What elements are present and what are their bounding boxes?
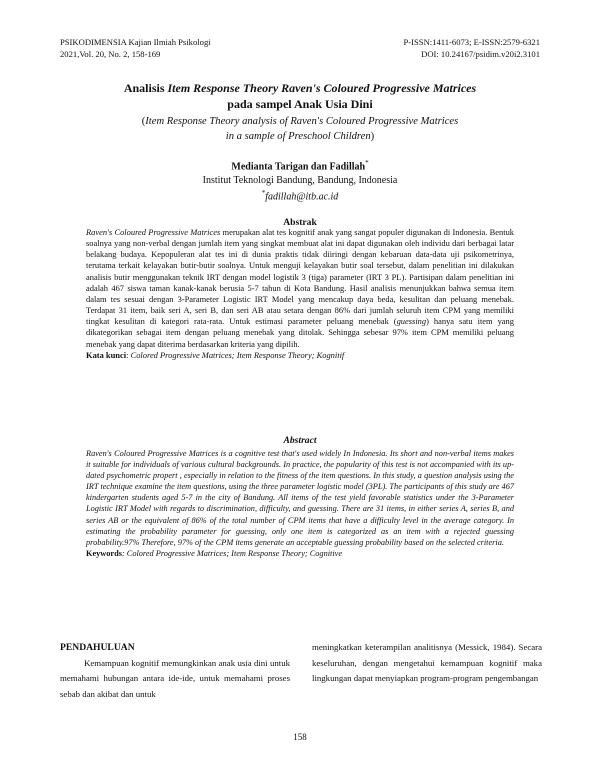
paper-title [60,80,540,112]
subtitle-close: ) [370,131,375,142]
abstrak-text: merupakan alat tes kognitif anak yang sangat populer digunakan di Indonesia. Bentuk soalnya yang non-verbal dengan jumlah item yang singkat membuat alat ini dapat digunakan oleh individu dari berbagai latar belakang budaya. Kepopuleran alat tes ini di dunia praktis tidak diiringi dengan kebaruan data-data uji psikometrinya, terutama terkait kelayakan butir-butir soalnya. Untuk menguji kelayakan butir soal tersebut, dalam penelitian ini dilakukan analisis butir menggunakan teknik IRT dengan model logistik 3 (tiga) parameter (IRT 3 PL). Partisipan dalam penelitian ini adalah 467 siswa taman kanak-kanak berusia 5-7 tahun di Kota Bandung. Hasil analisis menunjukkan bahwa semua item dalam tes sesuai dengan 3-Parameter Logistic IRT Model yang mencakup daya beda, kesulitan dan peluang menebak. Terdapat 31 item, baik seri A, seri B, dan seri AB atau setara dengan 86% dari jumlah seluruh item CPM yang memiliki tingkat kesulitan di kategori rata-rata. Untuk estimasi parameter peluang menebak ( [86,227,515,327]
intro-left-text: Kemampuan kognitif memungkinkan anak usia dini untuk memahami hubungan antara ide-ide, untuk memahami proses sebab dan akibat dan untuk [60,657,290,699]
journal-header-right [404,36,540,60]
intro-heading: PENDAHULUAN [60,642,135,653]
abstract-keywords-text: Colored Progressive Matrices; Item Response Theory; Cognitive [126,548,343,558]
title-italic: Item Response Theory Raven's Coloured Progressive Matrices [167,81,477,95]
journal-volume: 2021,Vol. 20, No. 2, 158-169 [60,49,161,59]
paper-subtitle [60,114,540,144]
abstract-text: Raven's Coloured Progressive Matrices is a cognitive test that's used widely In Indonesia. Its short and non-verbal items makes it suitable for individuals of various cultural backgrounds. In practice, the popularity of this test is not accompanied with its up-dated psychometric propert , especially in relation to the fitness of the item questions. In this study, a question analysis using the IRT technique examine the item questions, using the three parameter logistic model (3PL). The participants of this study are 467 kindergarten students aged 5-7 in the city of Bandung. All items of the test yield favorable statistics under the 3-Parameter Logistic IRT Model with regards to discrimination, difficulty, and guessing. There are 31 items, in either series A, series B, and series AB or the equivalent of 86% of the total number of CPM items that have a difficulty level in the average category. In estimating the probability parameter for guessing, only one item is categorized as an item with a rejected guessing probability.97% Therefore, 97% of the CPM items generate an acceptable guessing probability based on the selected criteria. [86,449,514,547]
subtitle-italic: Item Response Theory analysis of Raven's Coloured Progressive Matrices [145,116,459,127]
abstrak-text2: ) hanya satu item yang dikategorikan sebagai item dengan peluang menebak yang ditolak. Sehingga sebesar 97% item CPM memiliki peluang menebak yang dapat diterima berdasarkan kriteria yang dipilih. [86,316,514,349]
authors-block [60,157,540,204]
abstract-keywords [86,548,514,559]
journal-doi: DOI: 10.24167/psidim.v20i2.3101 [421,49,540,59]
abstrak-heading: Abstrak [283,217,317,228]
abstract-kw-label: Keywords [86,548,122,558]
intro-left-column [60,640,290,702]
abstract-body [86,448,514,559]
abstrak-keywords-text: Colored Progressive Matrices; Item Response Theory; Kognitif [130,349,345,360]
intro-right-column [312,640,542,687]
journal-name: PSIKODIMENSIA Kajian Ilmiah Psikologi [60,37,211,47]
subtitle-open: ( [141,116,146,127]
abstrak-lead: Raven's Coloured Progressive Matrices [86,227,221,237]
author-mark: * [365,159,369,167]
page-number: 158 [293,732,307,742]
abstrak-guessing: guessing [396,316,427,327]
intro-right-text: meningkatkan keterampilan analitisnya (Messick, 1984). Secara keseluruhan, dengan mengetahui kemampuan kognitif maka lingkungan dapat menyiapkan program-program pengembangan [312,642,542,684]
title-prefix: Analisis [123,81,168,95]
subtitle-line2: in a sample of Preschool Children [225,131,371,142]
author-names: Medianta Tarigan dan Fadillah [231,161,366,173]
email-mark: * [261,189,266,198]
journal-header-left [60,36,211,60]
abstrak-keywords [86,350,514,361]
abstrak-kw-sep: : [126,349,131,360]
title-line2: pada sampel Anak Usia Dini [227,97,373,111]
affiliation: Institut Teknologi Bandung, Bandung, Indonesia [202,174,398,186]
abstrak-kw-label: Kata kunci [86,349,127,360]
abstrak-body [86,227,514,361]
email: fadillah@itb.ac.id [265,191,339,203]
abstract-heading: Abstract [283,435,317,446]
abstract-kw-sep: : [121,548,127,558]
journal-issn: P-ISSN:1411-6073; E-ISSN:2579-6321 [403,37,540,47]
